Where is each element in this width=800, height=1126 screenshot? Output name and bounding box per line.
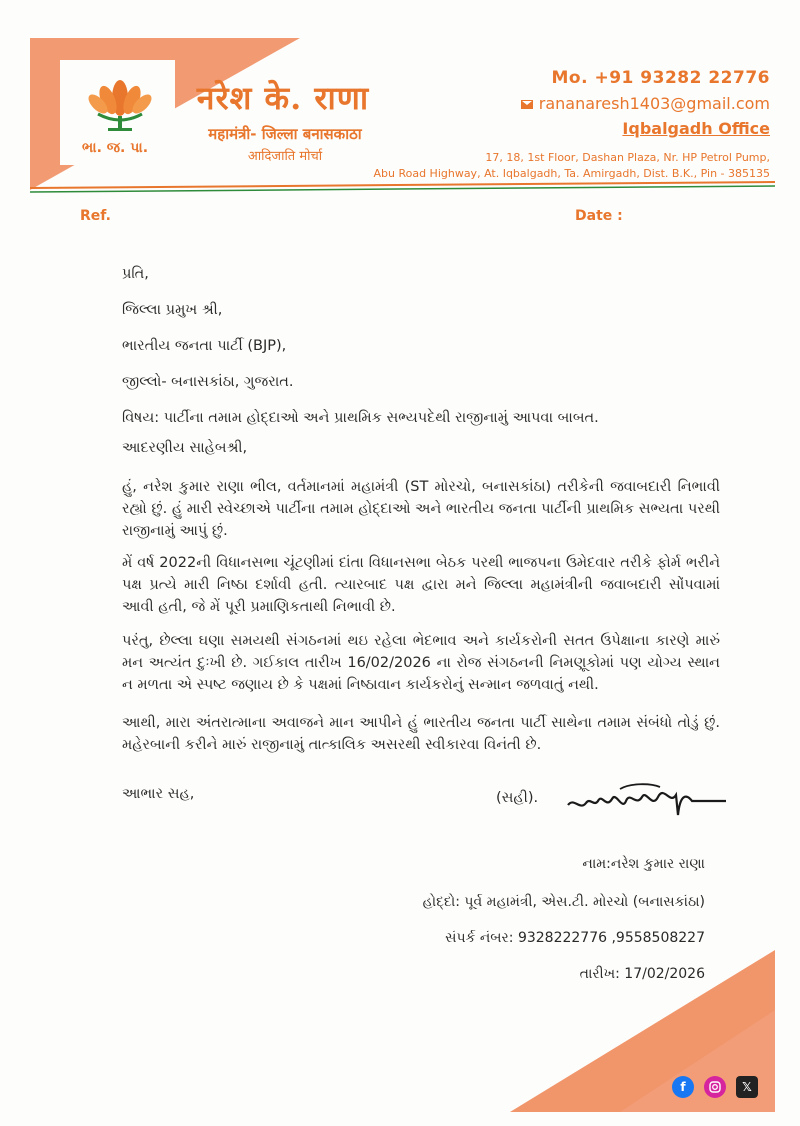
- addressee-line-3: જીલ્લો- બનાસકાંઠા, ગુજરાત.: [122, 374, 294, 390]
- email-line: [521, 94, 770, 113]
- facebook-icon[interactable]: f: [672, 1076, 694, 1098]
- letter-salutation: આદરણીય સાહેબશ્રી,: [122, 440, 248, 456]
- letter-closing: આભાર સહ,: [122, 786, 195, 802]
- letter-date: તારીખ: 17/02/2026: [579, 966, 705, 982]
- signatory-contact: સંપર્ક નંબર: 9328222776 ,9558508227: [445, 930, 705, 946]
- office-address: [373, 150, 770, 182]
- letter-paragraph-1: હું, નરેશ કુમાર રાણા ભીલ, વર્તમાનમાં મહામંત્રી (ST મોરચો, બનાસકાંઠા) તરીકેની જવાબદારી નિભાવી રહ્યો છું. હું મારી સ્વેચ્છાએ પાર્ટીના તમામ હોદ્દાઓ અને ભારતીય જનતા પાર્ટીની પ્રાથમિક સભ્યતા પરથી રાજીનામું આપું છું.: [122, 479, 720, 539]
- party-abbreviation: ભા. જ. પા.: [81, 140, 149, 156]
- addressee-line-1: જિલ્લા પ્રમુખ શ્રી,: [122, 302, 223, 318]
- letter-paragraph-2: મેં વર્ષ 2022ની વિધાનસભા ચૂંટણીમાં દાંતા વિધાનસભા બેઠક પરથી ભાજપના ઉમેદવાર તરીકે ફોર્મ ભરીને પક્ષ પ્રત્યે મારી નિષ્ઠા દર્શાવી હતી. ત્યારબાદ પક્ષ દ્વારા મને જિલ્લા મહામંત્રીની જવાબદારી સોંપવામાં આવી હતી, જે મેં પૂરી પ્રમાણિકતાથી નિભાવી છે.: [122, 555, 720, 615]
- mail-icon: [521, 100, 533, 109]
- address-line-2: Abu Road Highway, At. Iqbalgadh, Ta. Amirgadh, Dist. B.K., Pin - 385135: [373, 167, 770, 180]
- date-label: Date :: [575, 208, 623, 224]
- signatory-post: હોદ્દો: પૂર્વ મહામંત્રી, એસ.ટી. મોરચો (બનાસકાંઠા): [422, 894, 705, 910]
- contact-block: [521, 68, 770, 138]
- lotus-logo-icon: [80, 64, 160, 136]
- signed-label: (સહી).: [496, 790, 539, 806]
- letter-subject: વિષય: પાર્ટીના તમામ હોદ્દાઓ અને પ્રાથમિક સભ્યપદેથી રાજીનામું આપવા બાબત.: [122, 410, 599, 426]
- x-icon[interactable]: 𝕏: [736, 1076, 758, 1098]
- address-line-1: 17, 18, 1st Floor, Dashan Plaza, Nr. HP Petrol Pump,: [485, 151, 770, 164]
- addressee-line-2: ભારતીય જનતા પાર્ટી (BJP),: [122, 338, 287, 354]
- instagram-icon[interactable]: [704, 1076, 726, 1098]
- letter-paragraph-4: આથી, મારા અંતરાત્માના અવાજને માન આપીને હું ભારતીય જનતા પાર્ટી સાથેના તમામ સંબંધો તોડું છું. મહેરબાની કરીને મારું રાજીનામું તાત્કાલિક અસરથી સ્વીકારવા વિનંતી છે.: [122, 715, 720, 753]
- signatory-name: નામ:નરેશ કુમાર રાણા: [582, 856, 705, 872]
- ref-label: Ref.: [80, 208, 111, 224]
- letter-paragraph-3: પરંતુ, છેલ્લા ઘણા સમયથી સંગઠનમાં થઇ રહેલા ભેદભાવ અને કાર્યકરોની સતત ઉપેક્ષાના કારણે મારું મન અત્યંત દુઃખી છે. ગઈકાલ તારીખ 16/02/2026 ના રોજ સંગઠનની નિમણૂકોમાં પણ યોગ્ય સ્થાન ન મળતા એ સ્પષ્ટ જણાય છે કે પક્ષમાં નિષ્ઠાવાન કાર્યકરોનું સન્માન જળવાતું નથી.: [122, 633, 720, 693]
- mobile-number: Mo. +91 93282 22776: [551, 68, 770, 88]
- handwritten-signature: [560, 775, 730, 825]
- office-name: Iqbalgadh Office: [622, 119, 770, 138]
- letterhead-name: नरेश के. राणा: [196, 79, 370, 117]
- letter-to: પ્રતિ,: [122, 266, 149, 282]
- email-address: rananaresh1403@gmail.com: [538, 94, 770, 113]
- letterhead-designation: महामंत्री- जिल्ला बनासकाठा: [208, 125, 362, 143]
- letterhead-wing: आदिजाति मोर्चा: [247, 149, 323, 164]
